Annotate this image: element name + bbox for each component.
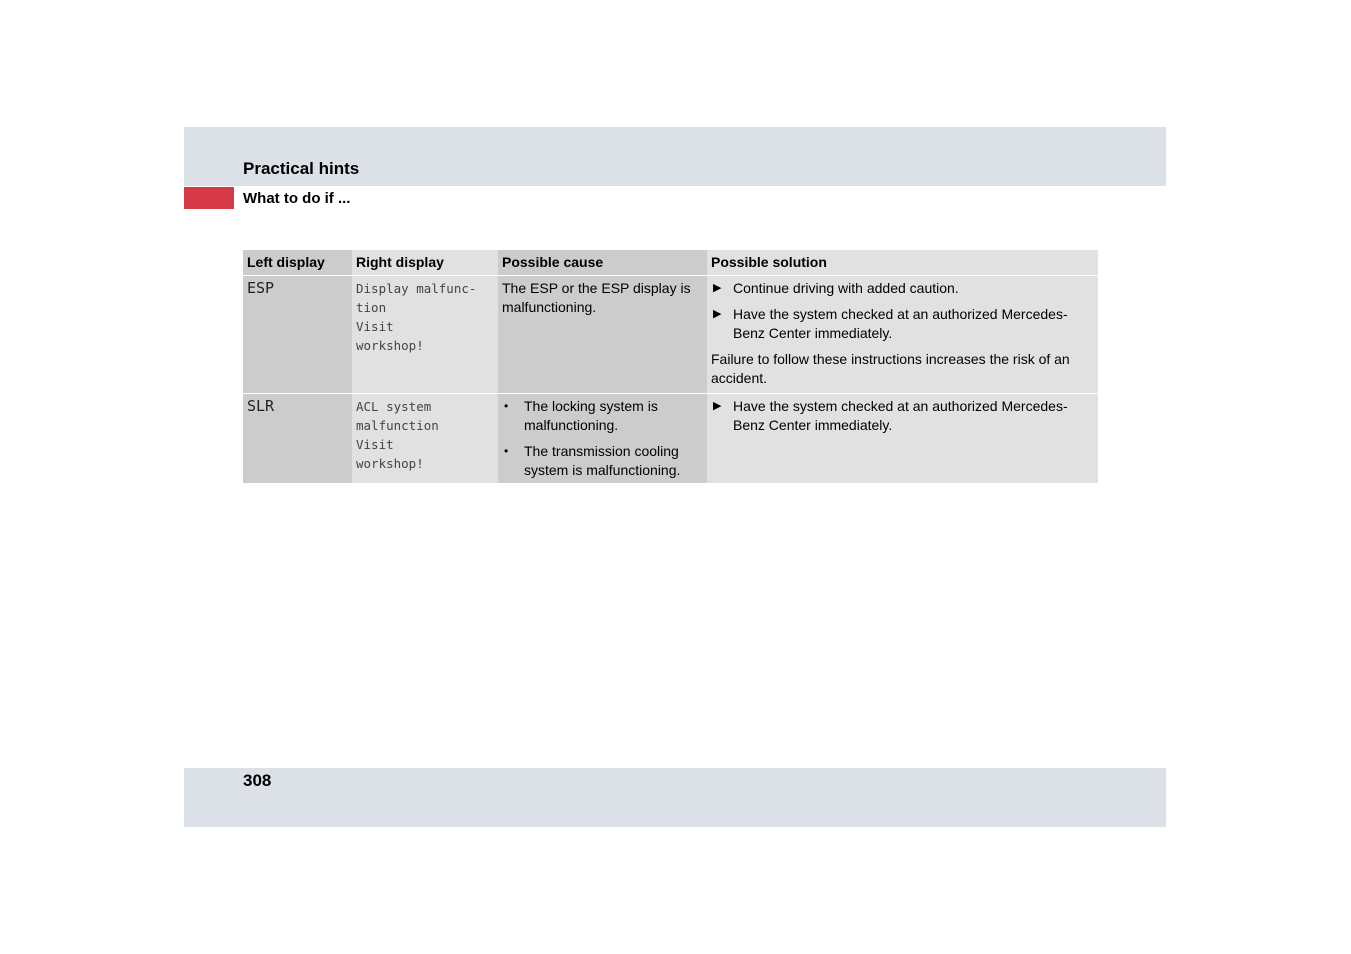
solution-cell — [707, 276, 1098, 394]
solution-item — [711, 305, 1094, 343]
cause-cell — [498, 394, 707, 484]
right-display-cell — [352, 394, 498, 484]
column-header: Possible solution — [707, 250, 1098, 276]
bullet-icon: • — [504, 399, 509, 413]
cause-text: The locking system is malfunctioning. — [524, 398, 658, 433]
right-display-line: Visit — [356, 437, 394, 452]
solution-text: Have the system checked at an authorized Mercedes-Benz Center immediately. — [733, 306, 1068, 341]
solution-list — [711, 397, 1094, 435]
table-header-row — [243, 250, 1098, 276]
cause-text: The transmission cooling system is malfunctioning. — [524, 443, 681, 478]
table-row — [243, 394, 1098, 484]
section-marker — [184, 187, 234, 209]
cause-item — [502, 397, 703, 435]
left-display-cell — [243, 276, 352, 394]
column-header: Possible cause — [498, 250, 707, 276]
page-number: 308 — [243, 771, 272, 790]
right-display-line: Display malfunc- — [356, 281, 477, 296]
warning-note: Failure to follow these instructions increases the risk of an accident. — [711, 351, 1070, 386]
subsection-title: What to do if ... — [243, 190, 351, 207]
left-display-cell — [243, 394, 352, 484]
right-display-line: workshop! — [356, 456, 424, 471]
footer-band — [184, 768, 1166, 827]
hints-table — [243, 250, 1098, 483]
column-header: Right display — [352, 250, 498, 276]
right-display-line: ACL system — [356, 399, 432, 414]
solution-text: Have the system checked at an authorized Mercedes-Benz Center immediately. — [733, 398, 1068, 433]
right-display-cell — [352, 276, 498, 394]
solution-list — [711, 279, 1094, 343]
solution-item — [711, 279, 1094, 298]
left-display-code: ESP — [247, 279, 275, 297]
solution-item — [711, 397, 1094, 435]
right-display-line: malfunction — [356, 418, 439, 433]
right-display-line: Visit — [356, 319, 394, 334]
table-row — [243, 276, 1098, 394]
left-display-code: SLR — [247, 397, 275, 415]
arrow-bullet-icon: ▶ — [713, 308, 722, 320]
right-display-line: workshop! — [356, 338, 424, 353]
solution-cell — [707, 394, 1098, 484]
right-display-line: tion — [356, 300, 387, 315]
cause-item — [502, 442, 703, 480]
solution-text: Continue driving with added caution. — [733, 280, 959, 296]
cause-text: The ESP or the ESP display is malfunctioning. — [502, 280, 691, 315]
arrow-bullet-icon: ▶ — [713, 282, 722, 294]
section-title: Practical hints — [243, 159, 360, 178]
bullet-icon: • — [504, 444, 509, 458]
cause-list — [502, 397, 703, 480]
cause-cell — [498, 276, 707, 394]
column-header: Left display — [243, 250, 352, 276]
arrow-bullet-icon: ▶ — [713, 400, 722, 412]
